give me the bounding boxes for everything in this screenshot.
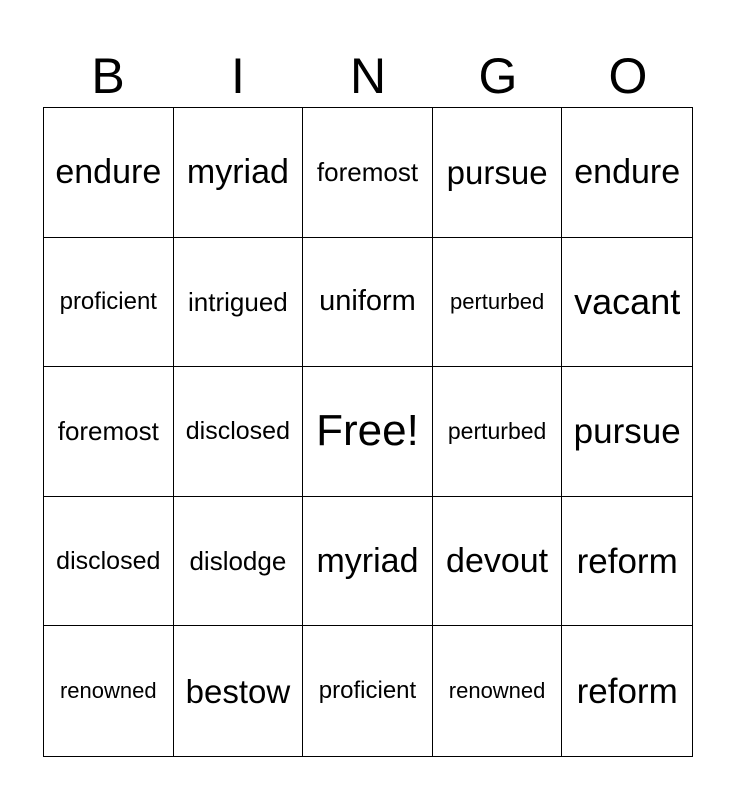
bingo-cell[interactable] <box>562 108 692 238</box>
bingo-cell[interactable] <box>303 108 433 238</box>
bingo-cell[interactable] <box>44 367 174 497</box>
bingo-cell[interactable] <box>433 367 563 497</box>
bingo-header <box>43 48 693 104</box>
cell-word: foremost <box>57 416 159 447</box>
bingo-cell[interactable] <box>562 626 692 756</box>
bingo-cell[interactable] <box>433 497 563 627</box>
free-space-cell[interactable] <box>303 367 433 497</box>
bingo-cell[interactable] <box>433 238 563 368</box>
header-letter-b: B <box>91 48 125 104</box>
cell-word: dislodge <box>189 546 287 577</box>
bingo-board <box>43 107 693 757</box>
cell-word: perturbed <box>447 417 547 444</box>
cell-word: devout <box>446 542 549 581</box>
bingo-cell[interactable] <box>174 626 304 756</box>
bingo-cell[interactable] <box>174 367 304 497</box>
bingo-cell[interactable] <box>174 238 304 368</box>
cell-word: pursue <box>446 153 548 191</box>
header-letter-i: I <box>231 48 245 104</box>
bingo-cell[interactable] <box>174 108 304 238</box>
cell-word: vacant <box>574 280 681 322</box>
cell-word: endure <box>55 153 162 192</box>
bingo-cell[interactable] <box>562 367 692 497</box>
bingo-cell[interactable] <box>303 626 433 756</box>
bingo-cell[interactable] <box>44 238 174 368</box>
cell-word: disclosed <box>56 546 161 575</box>
cell-word: renowned <box>59 678 157 704</box>
bingo-cell[interactable] <box>562 497 692 627</box>
cell-word: pursue <box>573 411 681 451</box>
bingo-cell[interactable] <box>303 497 433 627</box>
bingo-cell[interactable] <box>433 108 563 238</box>
bingo-cell[interactable] <box>44 108 174 238</box>
cell-word: proficient <box>59 287 157 315</box>
header-letter-o: O <box>608 48 648 104</box>
bingo-cell[interactable] <box>44 497 174 627</box>
bingo-cell[interactable] <box>174 497 304 627</box>
bingo-cell[interactable] <box>303 238 433 368</box>
cell-word: myriad <box>316 542 419 581</box>
bingo-cell[interactable] <box>562 238 692 368</box>
header-letter-g: G <box>478 48 518 104</box>
cell-word: renowned <box>448 678 546 704</box>
cell-word: myriad <box>186 153 289 192</box>
cell-word: disclosed <box>185 416 290 445</box>
cell-word: reform <box>576 671 678 711</box>
bingo-cell[interactable] <box>433 626 563 756</box>
header-letter-n: N <box>349 48 387 104</box>
bingo-cell[interactable] <box>44 626 174 756</box>
cell-word: reform <box>576 541 678 581</box>
cell-word: bestow <box>185 672 291 710</box>
free-space-label: Free! <box>316 406 419 456</box>
cell-word: intrigued <box>188 286 288 317</box>
cell-word: endure <box>574 153 681 192</box>
cell-word: foremost <box>316 157 419 188</box>
cell-word: perturbed <box>450 288 545 314</box>
cell-word: proficient <box>318 677 417 705</box>
cell-word: uniform <box>319 285 416 318</box>
